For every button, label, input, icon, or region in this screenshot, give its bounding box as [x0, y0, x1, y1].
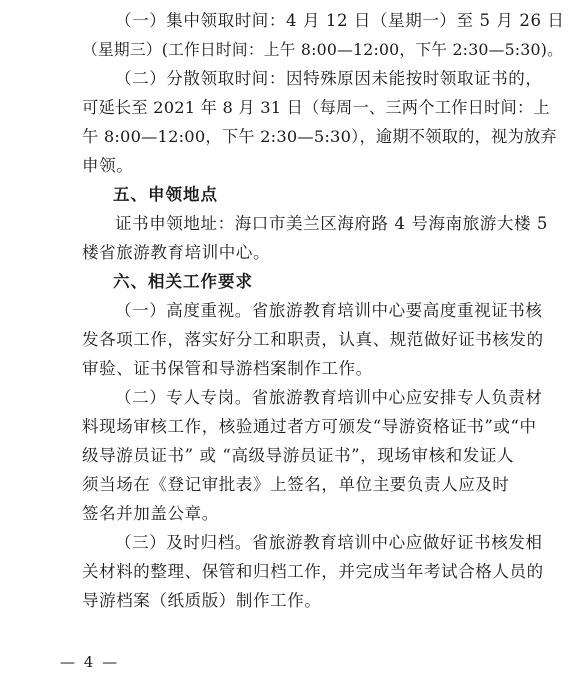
paragraph-line: 申领。	[82, 156, 134, 175]
paragraph-line: （三）及时归档。省旅游教育培训中心应做好证书核发相	[115, 533, 543, 552]
paragraph-line: 审验、证书保管和导游档案制作工作。	[82, 359, 373, 378]
page-number: — 4 —	[60, 653, 120, 671]
paragraph-line: 楼省旅游教育培训中心。	[82, 243, 271, 262]
paragraph-line: 关材料的整理、保管和归档工作，并完成当年考试合格人员的	[82, 562, 544, 581]
paragraph-line: （二）分散领取时间：因特殊原因未能按时领取证书的，	[115, 69, 543, 88]
paragraph-line: 级导游员证书” 或 “高级导游员证书”，现场审核和发证人	[82, 446, 515, 465]
paragraph-line: 导游档案（纸质版）制作工作。	[82, 591, 322, 610]
paragraph-line: 发各项工作，落实好分工和职责，认真、规范做好证书核发的	[82, 330, 544, 349]
paragraph-line: 料现场审核工作，核验通过者方可颁发“导游资格证书”或“中	[82, 417, 537, 436]
section-heading-requirements: 六、相关工作要求	[113, 272, 253, 291]
paragraph-line: 证书申领地址：海口市美兰区海府路 4 号海南旅游大楼 5	[115, 214, 549, 233]
section-heading-location: 五、申领地点	[113, 185, 218, 204]
paragraph-line: （二）专人专岗。省旅游教育培训中心应安排专人负责材	[115, 388, 543, 407]
paragraph-line: （星期三）(工作日时间：上午 8:00—12:00，下午 2:30—5:30)。	[82, 40, 564, 59]
paragraph-line: 须当场在《登记审批表》上签名，单位主要负责人应及时	[82, 475, 510, 494]
paragraph-line: 签名并加盖公章。	[82, 504, 219, 523]
paragraph-line: （一）集中领取时间：4 月 12 日（星期一）至 5 月 26 日	[115, 11, 565, 30]
paragraph-line: （一）高度重视。省旅游教育培训中心要高度重视证书核	[115, 301, 543, 320]
paragraph-line: 午 8:00—12:00，下午 2:30—5:30），逾期不领取的，视为放弃	[82, 127, 557, 146]
paragraph-line: 可延长至 2021 年 8 月 31 日（每周一、三两个工作日时间：上	[82, 98, 550, 117]
